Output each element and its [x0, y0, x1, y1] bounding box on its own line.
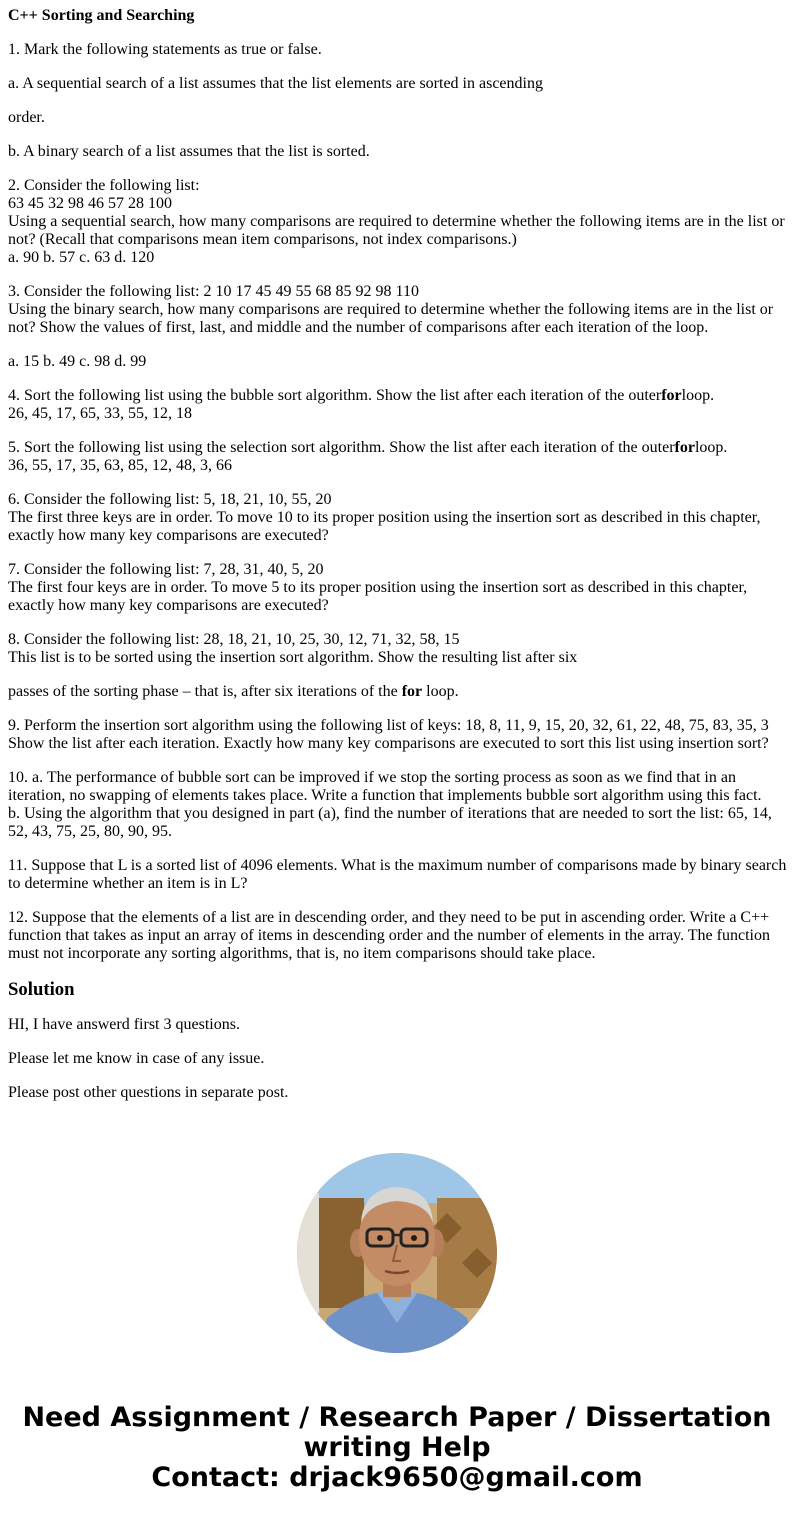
question-7 — [8, 561, 788, 615]
q7-text: The first four keys are in order. To move 5 to its proper position using the insertion sort as described in this chapter, exactly how many key comparisons are executed? — [8, 579, 748, 614]
q4-keyword: for — [661, 387, 682, 404]
page-title: C++ Sorting and Searching — [8, 7, 195, 24]
banner-line-2: writing Help — [303, 1432, 491, 1463]
contact-banner — [0, 1403, 794, 1493]
q1-a-line1: a. A sequential search of a list assumes that the list elements are sorted in ascending — [8, 75, 543, 92]
q5-pre: 5. Sort the following list using the selection sort algorithm. Show the list after each iteration of the outer — [8, 439, 675, 456]
banner-line-1: Need Assignment / Research Paper / Dissertation — [22, 1402, 772, 1433]
avatar — [297, 1153, 497, 1353]
q2-list: 63 45 32 98 46 57 28 100 — [8, 195, 172, 212]
q8-line1: 8. Consider the following list: 28, 18, 21, 10, 25, 30, 12, 71, 32, 58, 15 — [8, 631, 460, 648]
question-5 — [8, 439, 788, 475]
question-6 — [8, 491, 788, 545]
q8-text: This list is to be sorted using the insertion sort algorithm. Show the resulting list after six — [8, 649, 578, 666]
q7-line1: 7. Consider the following list: 7, 28, 31, 40, 5, 20 — [8, 561, 324, 578]
q1-b: b. A binary search of a list assumes that the list is sorted. — [8, 143, 370, 160]
q10-a: 10. a. The performance of bubble sort can be improved if we stop the sorting process as soon as we find that in an iteration, no swapping of elements takes place. Write a function that implements bubble sort algorithm using this fact. — [8, 769, 762, 804]
question-10 — [8, 769, 788, 841]
q2-text: Using a sequential search, how many comparisons are required to determine whether the following items are in the list or not? (Recall that comparisons mean item comparisons, not index comparisons.) — [8, 213, 785, 248]
q5-list: 36, 55, 17, 35, 63, 85, 12, 48, 3, 66 — [8, 457, 232, 474]
q8-continued — [8, 683, 788, 701]
q3-text: Using the binary search, how many comparisons are required to determine whether the following items are in the list or not? Show the values of first, last, and middle and the number of comparisons after each iteration of the loop. — [8, 301, 774, 336]
q4-list: 26, 45, 17, 65, 33, 55, 12, 18 — [8, 405, 192, 422]
question-3 — [8, 283, 788, 337]
q5-post: loop. — [694, 439, 728, 456]
solution-para-2: Please let me know in case of any issue. — [8, 1050, 265, 1067]
question-document — [8, 7, 788, 1118]
q5-keyword: for — [674, 439, 695, 456]
question-8 — [8, 631, 788, 667]
q4-post: loop. — [681, 387, 715, 404]
q9-line1: 9. Perform the insertion sort algorithm using the following list of keys: 18, 8, 11, 9, 15, 20, 32, 61, 22, 48, 75, 83, 35, 3 — [8, 717, 769, 734]
q3-line1: 3. Consider the following list: 2 10 17 45 49 55 68 85 92 98 110 — [8, 283, 419, 300]
question-12: 12. Suppose that the elements of a list are in descending order, and they need to be put in ascending order. Write a C++ function that takes as input an array of items in descending order and the number of elements in the array. The function must not incorporate any sorting algorithms, that is, no item comparisons should take place. — [8, 909, 770, 962]
question-11: 11. Suppose that L is a sorted list of 4096 elements. What is the maximum number of comparisons made by binary search to determine whether an item is in L? — [8, 857, 787, 892]
q1-intro: 1. Mark the following statements as true or false. — [8, 41, 322, 58]
solution-heading: Solution — [8, 979, 75, 1000]
q1-a-line2: order. — [8, 109, 45, 126]
banner-contact: Contact: drjack9650@gmail.com — [151, 1462, 643, 1493]
question-4 — [8, 387, 788, 423]
q2-options: a. 90 b. 57 c. 63 d. 120 — [8, 249, 155, 266]
q8-pre: passes of the sorting phase – that is, after six iterations of the — [8, 683, 402, 700]
q2-line1: 2. Consider the following list: — [8, 177, 200, 194]
solution-para-3: Please post other questions in separate post. — [8, 1084, 289, 1101]
q9-text: Show the list after each iteration. Exactly how many key comparisons are executed to sort this list using insertion sort? — [8, 735, 769, 752]
solution-para-1: HI, I have answerd first 3 questions. — [8, 1016, 240, 1033]
q8-post: loop. — [422, 683, 459, 700]
q4-pre: 4. Sort the following list using the bubble sort algorithm. Show the list after each iteration of the outer — [8, 387, 662, 404]
question-2 — [8, 177, 788, 267]
avatar-photo — [297, 1153, 497, 1353]
question-9 — [8, 717, 788, 753]
q6-line1: 6. Consider the following list: 5, 18, 21, 10, 55, 20 — [8, 491, 332, 508]
q3-options: a. 15 b. 49 c. 98 d. 99 — [8, 353, 147, 370]
q8-keyword: for — [401, 683, 423, 700]
q10-b: b. Using the algorithm that you designed in part (a), find the number of iterations that are needed to sort the list: 65, 14, 52, 43, 75, 25, 80, 90, 95. — [8, 805, 772, 840]
q6-text: The first three keys are in order. To move 10 to its proper position using the insertion sort as described in this chapter, exactly how many key comparisons are executed? — [8, 509, 761, 544]
